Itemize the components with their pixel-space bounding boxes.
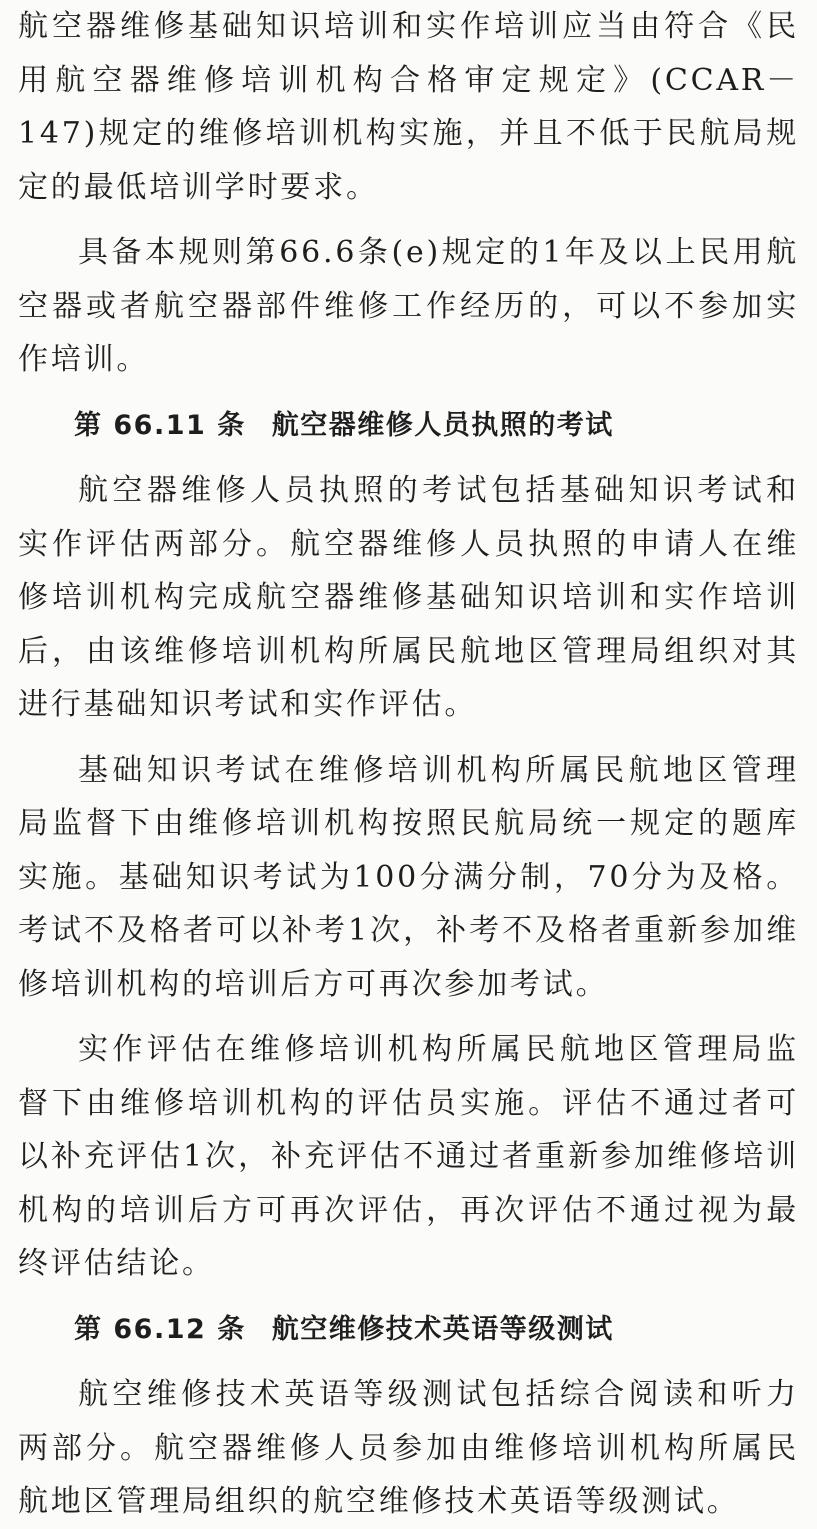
paragraph-work-experience-exemption: 具备本规则第66.6条(e)规定的1年及以上民用航空器或者航空器部件维修工作经历的，可以不参加实作培训。 xyxy=(18,235,799,377)
article-66-11-heading xyxy=(18,399,799,453)
paragraph-english-test: 航空维修技术英语等级测试包括综合阅读和听力两部分。航空器维修人员参加由维修培训机构所属民航地区管理局组织的航空维修技术英语等级测试。 xyxy=(18,1377,799,1519)
article-number: 第 66.12 条 xyxy=(74,1313,246,1345)
paragraph-training-requirements: 航空器维修基础知识培训和实作培训应当由符合《民用航空器维修培训机构合格审定规定》(CCAR－147)规定的维修培训机构实施，并且不低于民航局规定的最低培训学时要求。 xyxy=(18,9,799,205)
article-title: 航空器维修人员执照的考试 xyxy=(271,409,614,441)
article-title: 航空维修技术英语等级测试 xyxy=(271,1313,614,1345)
article-66-12-heading xyxy=(18,1303,799,1357)
paragraph-basic-knowledge-exam: 基础知识考试在维修培训机构所属民航地区管理局监督下由维修培训机构按照民航局统一规定的题库实施。基础知识考试为100分满分制，70分为及格。考试不及格者可以补考1次，补考不及格者重新参加维修培训机构的培训后方可再次参加考试。 xyxy=(18,752,799,1002)
paragraph-exam-composition: 航空器维修人员执照的考试包括基础知识考试和实作评估两部分。航空器维修人员执照的申请人在维修培训机构完成航空器维修基础知识培训和实作培训后，由该维修培训机构所属民航地区管理局组织对其进行基础知识考试和实作评估。 xyxy=(18,473,799,722)
paragraph-practical-assessment: 实作评估在维修培训机构所属民航地区管理局监督下由维修培训机构的评估员实施。评估不通过者可以补充评估1次，补充评估不通过者重新参加维修培训机构的培训后方可再次评估，再次评估不通过视为最终评估结论。 xyxy=(18,1032,799,1281)
article-number: 第 66.11 条 xyxy=(74,409,246,441)
